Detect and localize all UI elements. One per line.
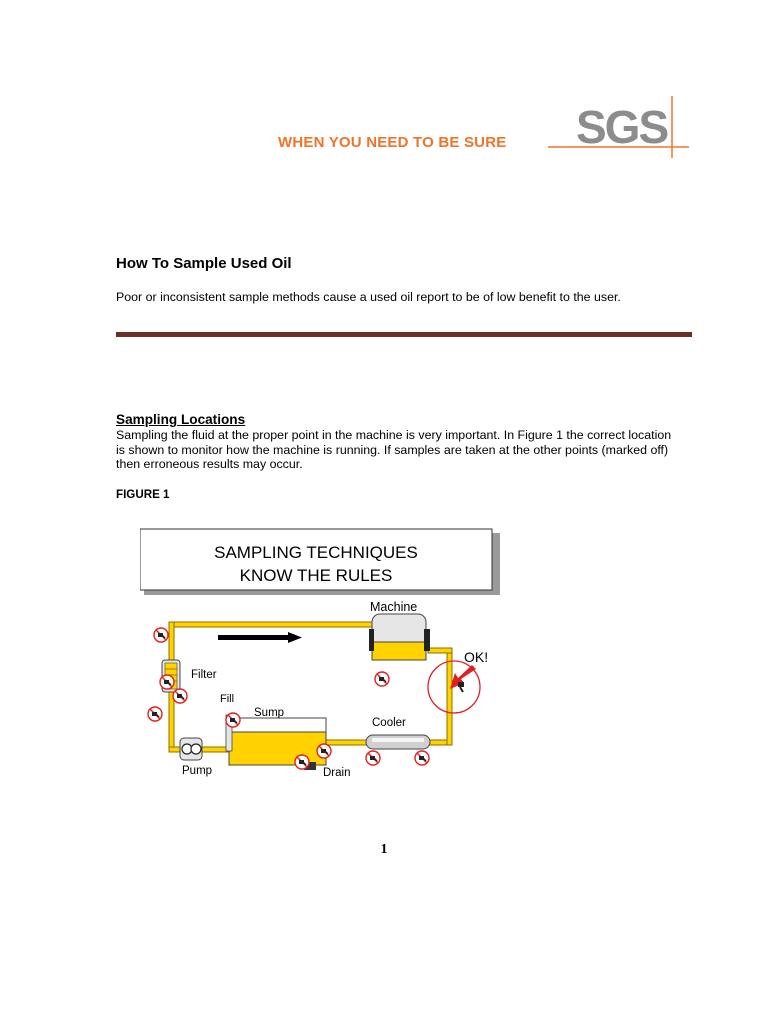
label-cooler: Cooler	[372, 717, 406, 729]
label-pump: Pump	[182, 765, 213, 777]
wrong-point-filter-right	[173, 689, 187, 703]
sump-icon	[226, 715, 326, 765]
wrong-point-machine	[375, 672, 389, 686]
wrong-point-top-left	[154, 628, 168, 642]
section-body: Sampling the fluid at the proper point in the machine is very important. In Figure 1 the correct location is shown to monitor how the machine is running. If samples are taken at the other points (marked off) then erroneous results may occur.	[116, 428, 672, 472]
label-filter: Filter	[191, 669, 217, 681]
figure-title-line1: SAMPLING TECHNIQUES	[214, 543, 418, 562]
wrong-point-left-pipe	[148, 707, 162, 721]
flow-arrow	[218, 632, 302, 643]
pump-icon	[180, 738, 202, 760]
wrong-point-cooler-left	[366, 751, 380, 765]
cooler-icon	[366, 735, 430, 749]
wrong-point-filter-left	[160, 675, 174, 689]
section-heading: Sampling Locations	[116, 412, 246, 427]
label-ok: OK!	[464, 649, 489, 665]
figure-label: FIGURE 1	[116, 488, 170, 501]
machine-icon	[369, 614, 430, 660]
intro-text: Poor or inconsistent sample methods cause a used oil report to be of low benefit to the user.	[116, 290, 621, 304]
tagline: WHEN YOU NEED TO BE SURE	[278, 134, 507, 151]
label-sump: Sump	[254, 707, 285, 719]
divider-rule	[116, 332, 692, 337]
wrong-point-cooler-right	[415, 751, 429, 765]
document-title: How To Sample Used Oil	[116, 255, 292, 272]
ok-valve	[458, 682, 464, 692]
wrong-point-sump	[317, 744, 331, 758]
label-fill: Fill	[220, 693, 235, 705]
wrong-point-fill	[226, 713, 240, 727]
logo-text: SGS	[576, 101, 668, 153]
sampling-diagram	[140, 526, 500, 786]
label-machine: Machine	[370, 600, 418, 614]
sgs-logo	[548, 96, 693, 158]
label-drain: Drain	[323, 767, 351, 779]
wrong-point-drain	[295, 755, 309, 769]
page-number: 1	[380, 842, 388, 857]
figure-title-line2: KNOW THE RULES	[239, 566, 393, 585]
